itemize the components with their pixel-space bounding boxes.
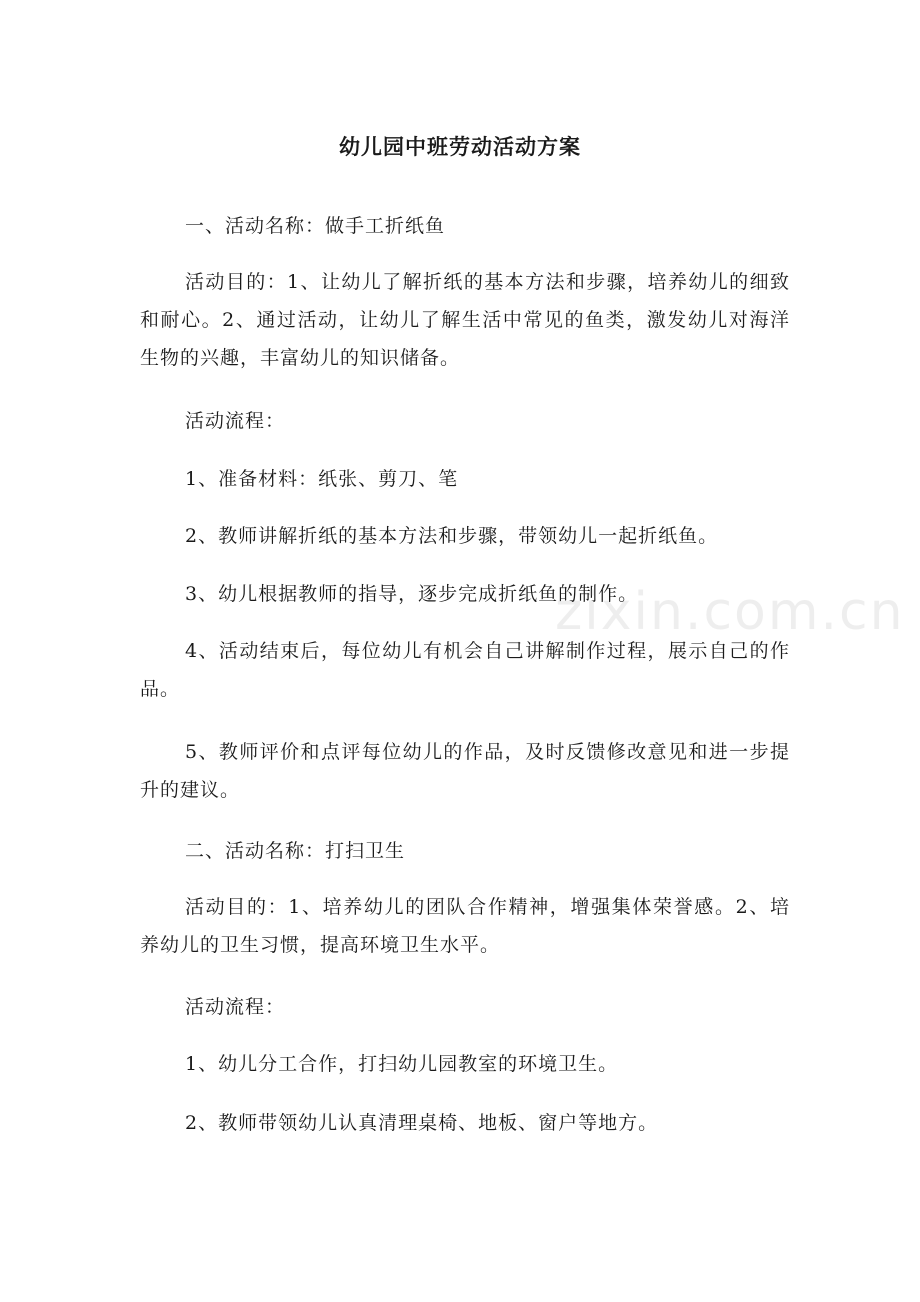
section-1-process-label: 活动流程： bbox=[185, 410, 286, 432]
section-2-step-2: 2、教师带领幼儿认真清理桌椅、地板、窗户等地方。 bbox=[185, 1112, 659, 1134]
section-2-heading: 二、活动名称：打扫卫生 bbox=[185, 840, 406, 862]
section-2-step-1: 1、幼儿分工合作，打扫幼儿园教室的环境卫生。 bbox=[185, 1053, 619, 1075]
watermark: zixin.com.cn bbox=[555, 582, 905, 642]
section-1-step-5: 5、教师评价和点评每位幼儿的作品，及时反馈修改意见和进一步提升的建议。 bbox=[140, 741, 790, 801]
section-1-step-1: 1、准备材料：纸张、剪刀、笔 bbox=[185, 468, 459, 490]
document-title: 幼儿园中班劳动活动方案 bbox=[339, 135, 581, 159]
section-1-heading: 一、活动名称：做手工折纸鱼 bbox=[185, 215, 446, 237]
section-1-goal: 活动目的：1、让幼儿了解折纸的基本方法和步骤，培养幼儿的细致和耐心。2、通过活动，让幼儿了解生活中常见的鱼类，激发幼儿对海洋生物的兴趣，丰富幼儿的知识储备。 bbox=[140, 271, 790, 369]
section-2-process-label: 活动流程： bbox=[185, 996, 286, 1018]
section-1-step-4: 4、活动结束后，每位幼儿有机会自己讲解制作过程，展示自己的作品。 bbox=[140, 640, 790, 700]
section-1-step-2: 2、教师讲解折纸的基本方法和步骤，带领幼儿一起折纸鱼。 bbox=[185, 525, 719, 547]
section-2-goal: 活动目的：1、培养幼儿的团队合作精神，增强集体荣誉感。2、培养幼儿的卫生习惯，提高环境卫生水平。 bbox=[140, 896, 790, 956]
section-1-step-3: 3、幼儿根据教师的指导，逐步完成折纸鱼的制作。 bbox=[185, 583, 639, 605]
